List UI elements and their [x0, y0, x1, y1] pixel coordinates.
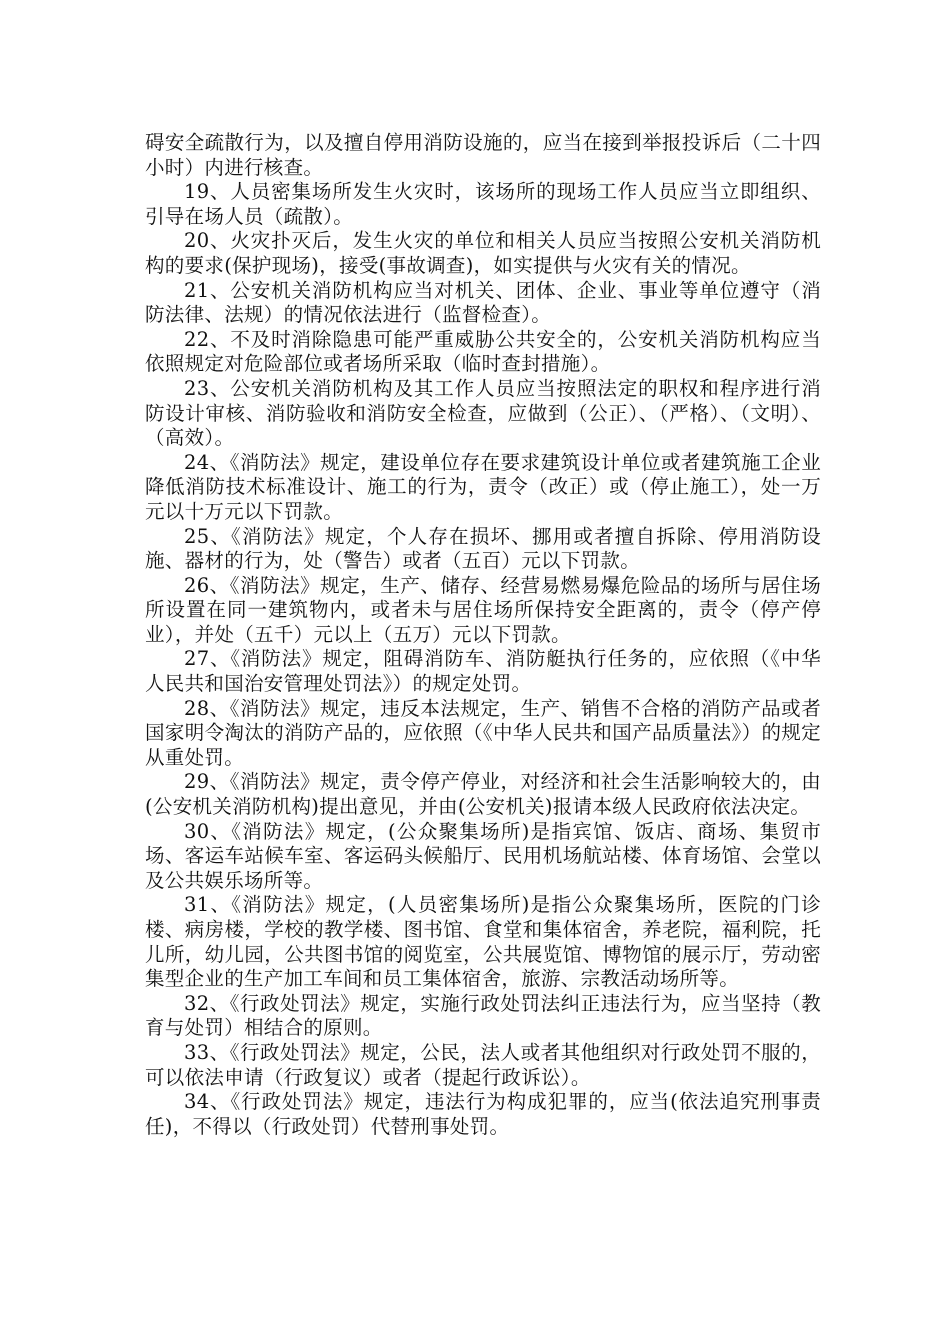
paragraph-29: 29、《消防法》规定，责令停产停业，对经济和社会生活影响较大的，由(公安机关消防机构)提出意见，并由(公安机关)报请本级人民政府依法决定。	[145, 770, 821, 819]
paragraph-26: 26、《消防法》规定，生产、储存、经营易燃易爆危险品的场所与居住场所设置在同一建筑物内，或者未与居住场所保持安全距离的，责令（停产停业），并处（五千）元以上（五万）元以下罚款。	[145, 573, 821, 646]
document-body	[145, 131, 821, 1139]
paragraph-28: 28、《消防法》规定，违反本法规定，生产、销售不合格的消防产品或者国家明令淘汰的消防产品的，应依照（《中华人民共和国产品质量法》）的规定从重处罚。	[145, 696, 821, 769]
paragraph-27: 27、《消防法》规定，阻碍消防车、消防艇执行任务的，应依照（《中华人民共和国治安管理处罚法》）的规定处罚。	[145, 647, 821, 696]
paragraph-18-continued: 碍安全疏散行为，以及擅自停用消防设施的，应当在接到举报投诉后（二十四小时）内进行核查。	[145, 131, 821, 179]
paragraph-34: 34、《行政处罚法》规定，违法行为构成犯罪的，应当(依法追究刑事责任)，不得以（行政处罚）代替刑事处罚。	[145, 1090, 821, 1138]
paragraph-25: 25、《消防法》规定，个人存在损坏、挪用或者擅自拆除、停用消防设施、器材的行为，处（警告）或者（五百）元以下罚款。	[145, 524, 821, 573]
paragraph-33: 33、《行政处罚法》规定，公民，法人或者其他组织对行政处罚不服的，可以依法申请（行政复议）或者（提起行政诉讼）。	[145, 1040, 821, 1089]
paragraph-21: 21、公安机关消防机构应当对机关、团体、企业、事业等单位遵守（消防法律、法规）的情况依法进行（监督检查）。	[145, 278, 821, 327]
paragraph-31: 31、《消防法》规定，(人员密集场所)是指公众聚集场所，医院的门诊楼、病房楼，学校的教学楼、图书馆、食堂和集体宿舍，养老院，福利院，托儿所，幼儿园，公共图书馆的阅览室，公共展览馆、博物馆的展示厅，劳动密集型企业的生产加工车间和员工集体宿舍，旅游、宗教活动场所等。	[145, 893, 821, 991]
paragraph-20: 20、火灾扑灭后，发生火灾的单位和相关人员应当按照公安机关消防机构的要求(保护现场)，接受(事故调查)，如实提供与火灾有关的情况。	[145, 229, 821, 277]
paragraph-30: 30、《消防法》规定，(公众聚集场所)是指宾馆、饭店、商场、集贸市场、客运车站候车室、客运码头候船厅、民用机场航站楼、体育场馆、会堂以及公共娱乐场所等。	[145, 819, 821, 892]
paragraph-32: 32、《行政处罚法》规定，实施行政处罚法纠正违法行为，应当坚持（教育与处罚）相结合的原则。	[145, 991, 821, 1040]
paragraph-22: 22、不及时消除隐患可能严重威胁公共安全的，公安机关消防机构应当依照规定对危险部位或者场所采取（临时查封措施）。	[145, 327, 821, 376]
paragraph-23: 23、公安机关消防机构及其工作人员应当按照法定的职权和程序进行消防设计审核、消防验收和消防安全检查，应做到（公正）、（严格）、（文明）、（高效）。	[145, 376, 821, 450]
paragraph-24: 24、《消防法》规定，建设单位存在要求建筑设计单位或者建筑施工企业降低消防技术标准设计、施工的行为，责令（改正）或（停止施工），处一万元以十万元以下罚款。	[145, 450, 821, 523]
paragraph-19: 19、人员密集场所发生火灾时，该场所的现场工作人员应当立即组织、引导在场人员（疏散）。	[145, 180, 821, 228]
